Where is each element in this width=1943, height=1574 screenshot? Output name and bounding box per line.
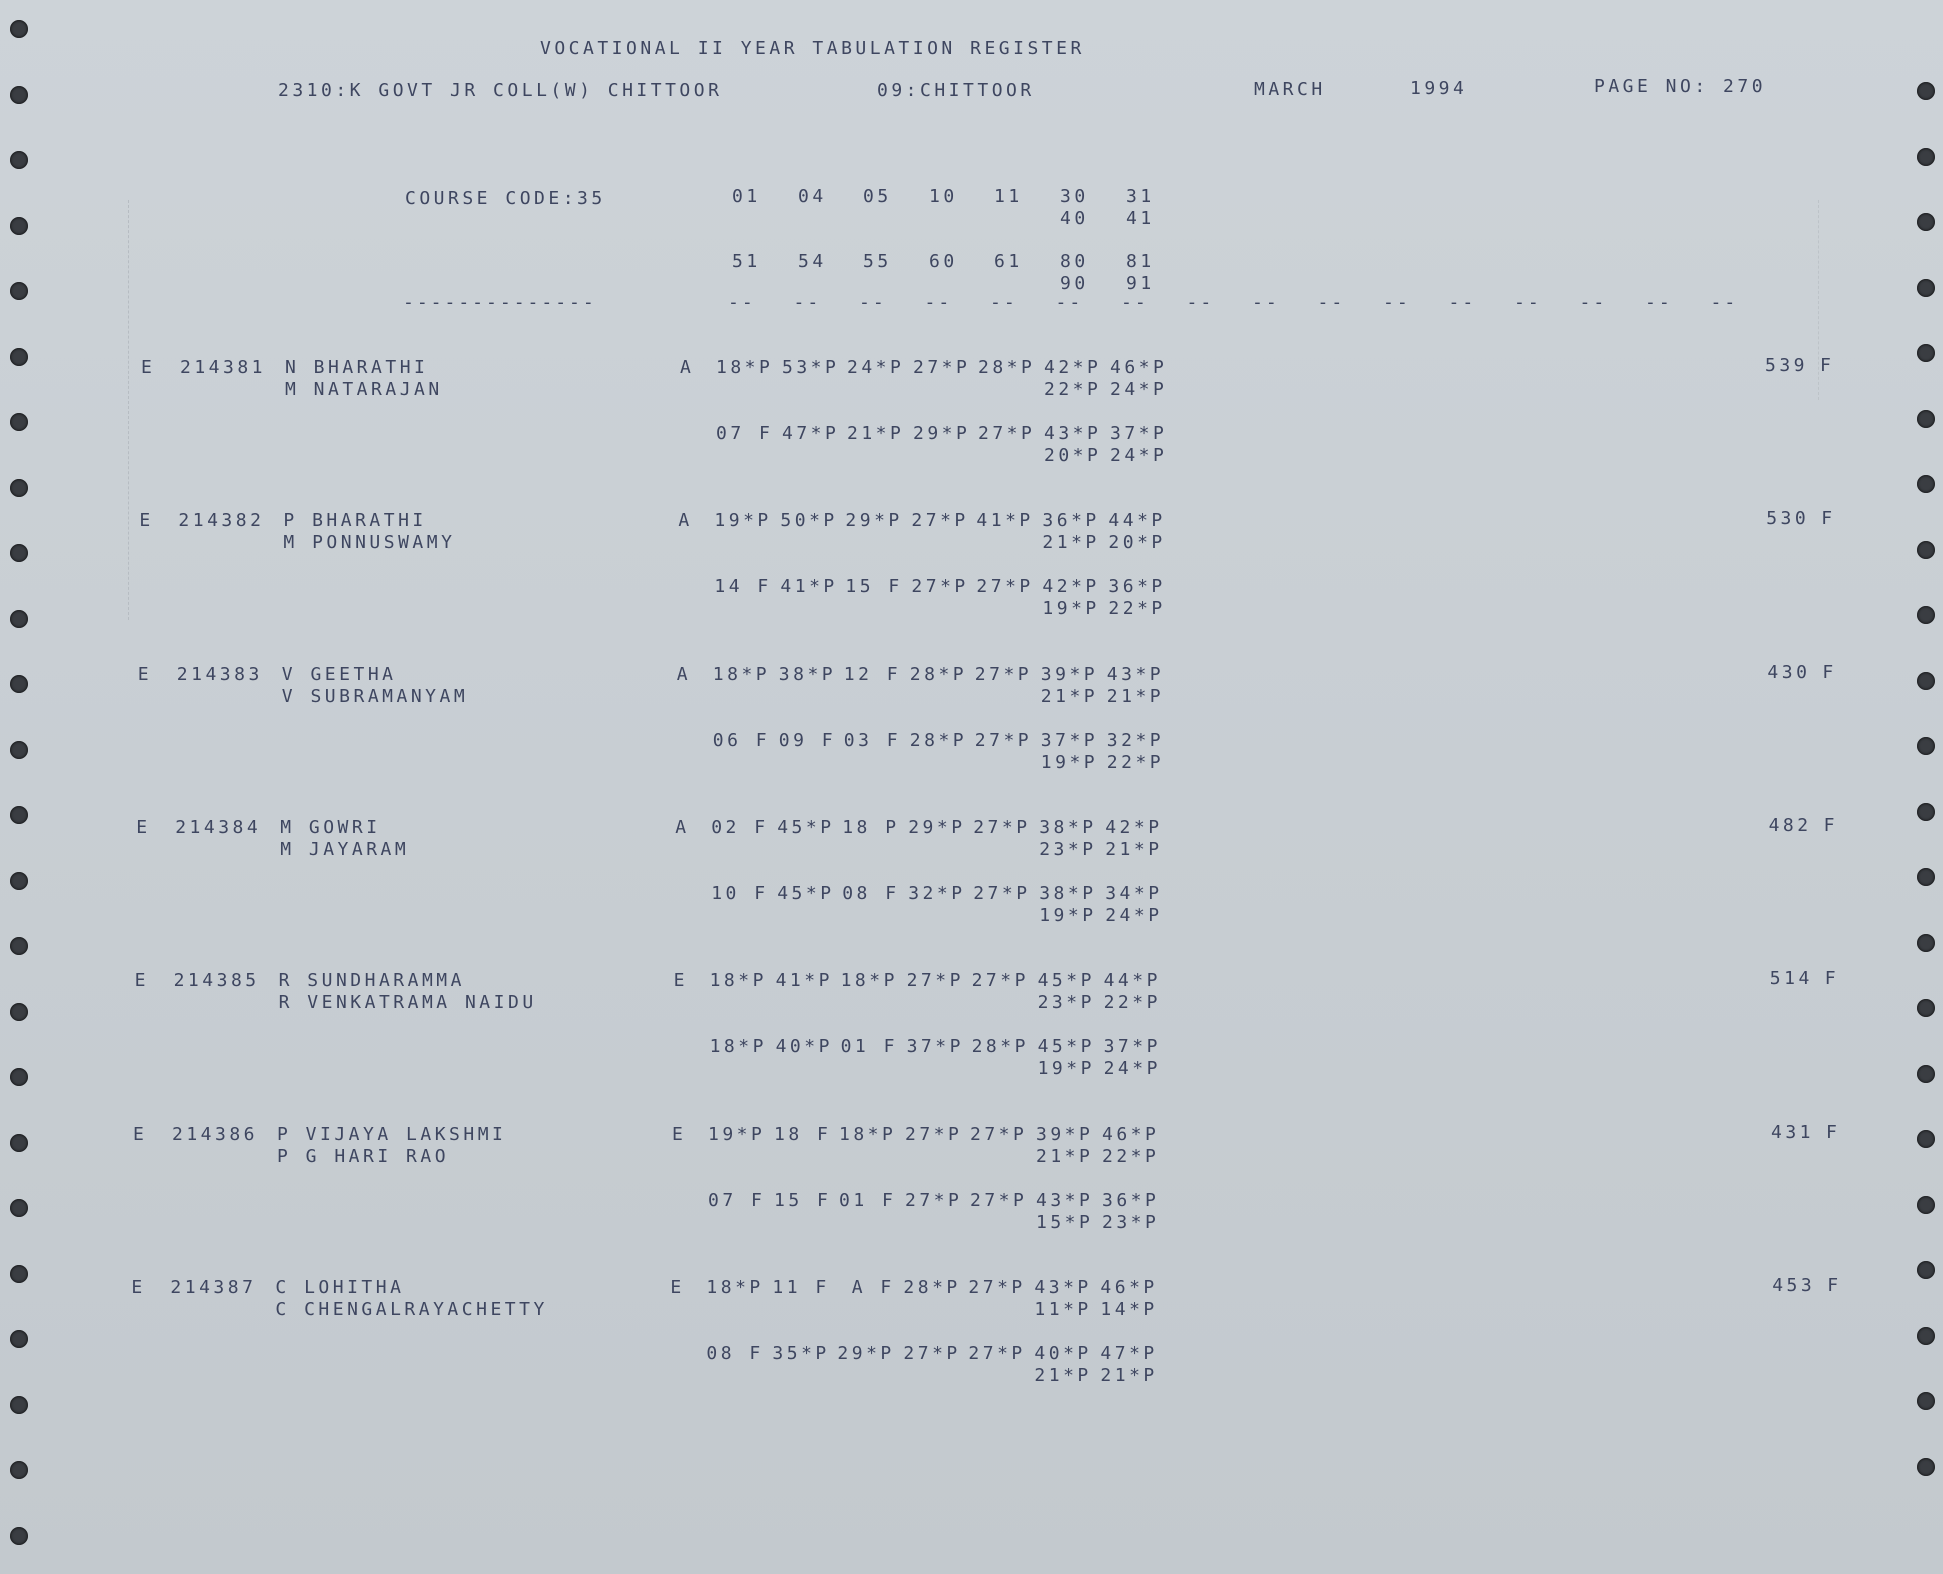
result: F bbox=[1821, 508, 1836, 530]
student-flag: E bbox=[137, 663, 153, 685]
medium: E bbox=[672, 1123, 687, 1145]
mark-cell: 08 F bbox=[706, 1342, 764, 1364]
mark-cell: 27*P bbox=[968, 1342, 1026, 1364]
feed-hole bbox=[1917, 672, 1935, 690]
mark-cell: 44*P bbox=[1108, 510, 1166, 532]
column-dash: -- bbox=[1186, 292, 1215, 313]
mark-cell: 19*P bbox=[708, 1123, 766, 1145]
mark-cell: 15 F bbox=[774, 1189, 832, 1211]
mark-cell: 45*P bbox=[1037, 1036, 1095, 1058]
student-flag: E bbox=[136, 816, 151, 838]
mark-cell: 27*P bbox=[906, 970, 964, 992]
feed-hole bbox=[1917, 1327, 1935, 1345]
medium: A bbox=[675, 816, 690, 838]
mark-cell: 27*P bbox=[971, 970, 1029, 992]
mark-cell: 24*P bbox=[1105, 904, 1163, 926]
subject-code: 01 bbox=[732, 186, 761, 207]
medium: E bbox=[670, 1276, 685, 1298]
feed-hole bbox=[1917, 1261, 1935, 1279]
feed-hole bbox=[10, 1199, 28, 1217]
mark-cell: 14 F bbox=[714, 576, 772, 598]
feed-hole bbox=[1917, 344, 1935, 362]
result: F bbox=[1827, 1274, 1842, 1296]
feed-hole bbox=[10, 151, 28, 169]
mark-cell: 28*P bbox=[909, 729, 968, 751]
mark-cell: 19*P bbox=[714, 510, 772, 532]
mark-cell: 37*P bbox=[1103, 1036, 1161, 1058]
subject-code: 61 bbox=[994, 251, 1023, 272]
mark-cell: A F bbox=[837, 1276, 895, 1298]
student-name: V GEETHA bbox=[281, 663, 397, 685]
mark-cell: 08 F bbox=[842, 882, 900, 904]
student-name: M GOWRI bbox=[280, 816, 381, 838]
column-dash: -- bbox=[728, 292, 756, 313]
feed-hole bbox=[10, 872, 28, 890]
parent-name: M NATARAJAN bbox=[285, 379, 443, 400]
mark-cell: 23*P bbox=[1037, 992, 1095, 1014]
mark-cell: 37*P bbox=[906, 1036, 964, 1058]
tractor-feed-holes-left bbox=[0, 0, 40, 1574]
parent-name: M JAYARAM bbox=[280, 838, 410, 860]
parent-name: R VENKATRAMA NAIDU bbox=[278, 992, 537, 1014]
mark-cell: 19*P bbox=[1039, 904, 1097, 926]
mark-cell: 20*P bbox=[1044, 445, 1102, 466]
roll-number: 214385 bbox=[173, 970, 260, 992]
left-margin-rule bbox=[128, 200, 130, 620]
mark-cell: 18*P bbox=[839, 1123, 897, 1145]
column-dash: -- bbox=[1448, 292, 1477, 313]
mark-cell: 10 F bbox=[711, 882, 769, 904]
subject-code: 81 bbox=[1126, 251, 1155, 272]
feed-hole bbox=[10, 675, 28, 693]
mark-cell: 45*P bbox=[777, 816, 835, 838]
student-name: C LOHITHA bbox=[275, 1276, 405, 1298]
mark-cell: 02 F bbox=[711, 816, 769, 838]
mark-cell: 45*P bbox=[1037, 970, 1095, 992]
mark-cell: 27*P bbox=[973, 882, 1031, 904]
mark-cell: 27*P bbox=[976, 576, 1034, 598]
subject-code: 31 bbox=[1126, 186, 1155, 207]
column-dash: -- bbox=[1055, 292, 1084, 313]
mark-cell: 11*P bbox=[1034, 1298, 1092, 1320]
mark-cell: 37*P bbox=[1040, 729, 1099, 751]
mark-cell: 18*P bbox=[712, 663, 771, 685]
feed-hole bbox=[1917, 475, 1935, 493]
mark-cell: 21*P bbox=[1100, 1364, 1158, 1386]
mark-cell: 01 F bbox=[839, 1189, 897, 1211]
mark-cell: 18*P bbox=[706, 1276, 764, 1298]
feed-hole bbox=[10, 20, 28, 38]
mark-cell: 24*P bbox=[1110, 445, 1168, 466]
mark-cell: 27*P bbox=[974, 729, 1033, 751]
parent-name: P G HARI RAO bbox=[277, 1145, 450, 1167]
subject-code: 40 bbox=[1060, 208, 1089, 229]
mark-cell: 35*P bbox=[772, 1342, 830, 1364]
mark-cell: 27*P bbox=[978, 423, 1036, 444]
roll-number: 214384 bbox=[175, 816, 262, 838]
feed-hole bbox=[1917, 1196, 1935, 1214]
result: F bbox=[1826, 1121, 1841, 1143]
feed-hole bbox=[10, 1134, 28, 1152]
mark-cell: 45*P bbox=[777, 882, 835, 904]
feed-hole bbox=[1917, 934, 1935, 952]
mark-cell: 11 F bbox=[772, 1276, 830, 1298]
mark-cell: 27*P bbox=[903, 1342, 961, 1364]
mark-cell: 23*P bbox=[1039, 838, 1097, 860]
course-underline: -------------- bbox=[403, 292, 597, 313]
feed-hole bbox=[10, 282, 28, 300]
student-flag: E bbox=[134, 970, 149, 992]
feed-hole bbox=[10, 1003, 28, 1021]
mark-cell: 40*P bbox=[1034, 1342, 1092, 1364]
mark-cell: 28*P bbox=[971, 1036, 1029, 1058]
mark-cell: 44*P bbox=[1103, 970, 1161, 992]
mark-cell: 15*P bbox=[1036, 1211, 1094, 1233]
total-marks: 514 bbox=[1769, 968, 1813, 990]
mark-cell: 38*P bbox=[778, 663, 837, 685]
feed-hole bbox=[1917, 737, 1935, 755]
mark-cell: 22*P bbox=[1106, 751, 1165, 773]
subject-code: 04 bbox=[798, 186, 827, 207]
column-dash: -- bbox=[1252, 292, 1280, 313]
feed-hole bbox=[1917, 1130, 1935, 1148]
student-name: R SUNDHARAMMA bbox=[278, 970, 465, 992]
mark-cell: 42*P bbox=[1105, 816, 1163, 838]
feed-hole bbox=[1917, 541, 1935, 559]
mark-cell: 19*P bbox=[1037, 1058, 1095, 1080]
subject-code: 11 bbox=[994, 186, 1023, 207]
feed-hole bbox=[1917, 213, 1935, 231]
mark-cell: 21*P bbox=[1036, 1145, 1094, 1167]
feed-hole bbox=[10, 610, 28, 628]
mark-cell: 27*P bbox=[970, 1189, 1028, 1211]
total-marks: 482 bbox=[1768, 814, 1812, 836]
district-name: 09:CHITTOOR bbox=[877, 80, 1035, 101]
mark-cell: 09 F bbox=[778, 729, 837, 751]
feed-hole bbox=[10, 741, 28, 759]
feed-hole bbox=[1917, 82, 1935, 100]
student-name: P BHARATHI bbox=[283, 510, 427, 532]
feed-hole bbox=[1917, 1458, 1935, 1476]
feed-hole bbox=[10, 1461, 28, 1479]
exam-month: MARCH bbox=[1254, 79, 1326, 100]
mark-cell: 29*P bbox=[837, 1342, 895, 1364]
feed-hole bbox=[1917, 279, 1935, 297]
feed-hole bbox=[1917, 606, 1935, 624]
mark-cell: 27*P bbox=[973, 816, 1031, 838]
student-name: N BHARATHI bbox=[285, 357, 429, 378]
mark-cell: 27*P bbox=[970, 1123, 1028, 1145]
student-flag: E bbox=[133, 1123, 148, 1145]
mark-cell: 21*P bbox=[1042, 532, 1100, 554]
mark-cell: 34*P bbox=[1105, 882, 1163, 904]
mark-cell: 07 F bbox=[716, 423, 774, 444]
feed-hole bbox=[10, 806, 28, 824]
parent-name: C CHENGALRAYACHETTY bbox=[275, 1298, 548, 1320]
mark-cell: 46*P bbox=[1110, 357, 1168, 378]
course-code-label: COURSE CODE:35 bbox=[405, 188, 606, 209]
total-marks: 539 bbox=[1765, 355, 1809, 376]
feed-hole bbox=[10, 1330, 28, 1348]
feed-hole bbox=[10, 1068, 28, 1086]
mark-cell: 46*P bbox=[1100, 1276, 1158, 1298]
column-dash: -- bbox=[1579, 292, 1608, 313]
column-dash: -- bbox=[859, 292, 887, 313]
feed-hole bbox=[1917, 803, 1935, 821]
mark-cell: 23*P bbox=[1102, 1211, 1160, 1233]
parent-name: V SUBRAMANYAM bbox=[281, 685, 469, 707]
mark-cell: 24*P bbox=[1110, 379, 1168, 400]
feed-hole bbox=[10, 544, 28, 562]
mark-cell: 22*P bbox=[1102, 1145, 1160, 1167]
total-marks: 453 bbox=[1772, 1274, 1816, 1296]
mark-cell: 36*P bbox=[1108, 576, 1166, 598]
mark-cell: 36*P bbox=[1102, 1189, 1160, 1211]
student-name: P VIJAYA LAKSHMI bbox=[277, 1123, 507, 1145]
column-dash: -- bbox=[1645, 292, 1673, 313]
mark-cell: 38*P bbox=[1039, 816, 1097, 838]
mark-cell: 01 F bbox=[840, 1036, 898, 1058]
subject-code: 10 bbox=[929, 186, 958, 207]
mark-cell: 18*P bbox=[709, 1036, 767, 1058]
result: F bbox=[1822, 661, 1837, 683]
feed-hole bbox=[10, 1265, 28, 1283]
mark-cell: 07 F bbox=[708, 1189, 766, 1211]
exam-year: 1994 bbox=[1410, 78, 1468, 99]
medium: A bbox=[676, 663, 692, 685]
feed-hole bbox=[10, 479, 28, 497]
roll-number: 214381 bbox=[180, 357, 267, 378]
mark-cell: 46*P bbox=[1102, 1123, 1160, 1145]
feed-hole bbox=[10, 217, 28, 235]
mark-cell: 27*P bbox=[974, 663, 1033, 685]
mark-cell: 21*P bbox=[1040, 685, 1099, 707]
feed-hole bbox=[10, 413, 28, 431]
parent-name: M PONNUSWAMY bbox=[283, 532, 456, 554]
mark-cell: 06 F bbox=[712, 729, 771, 751]
mark-cell: 28*P bbox=[909, 663, 968, 685]
feed-hole bbox=[1917, 410, 1935, 428]
mark-cell: 18*P bbox=[709, 970, 767, 992]
feed-hole bbox=[10, 348, 28, 366]
mark-cell: 18*P bbox=[840, 970, 898, 992]
mark-cell: 40*P bbox=[775, 1036, 833, 1058]
mark-cell: 27*P bbox=[913, 357, 971, 378]
mark-cell: 47*P bbox=[1100, 1342, 1158, 1364]
mark-cell: 32*P bbox=[1106, 729, 1165, 751]
feed-hole bbox=[1917, 999, 1935, 1017]
student-flag: E bbox=[131, 1276, 146, 1298]
mark-cell: 21*P bbox=[1105, 838, 1163, 860]
mark-cell: 24*P bbox=[1103, 1058, 1161, 1080]
feed-hole bbox=[10, 937, 28, 955]
mark-cell: 22*P bbox=[1044, 379, 1102, 400]
tractor-feed-holes-right bbox=[1903, 0, 1943, 1574]
mark-cell: 27*P bbox=[911, 576, 969, 598]
mark-cell: 27*P bbox=[911, 510, 969, 532]
mark-cell: 18*P bbox=[716, 357, 774, 378]
mark-cell: 29*P bbox=[845, 510, 903, 532]
mark-cell: 50*P bbox=[780, 510, 838, 532]
mark-cell: 19*P bbox=[1042, 598, 1100, 620]
mark-cell: 43*P bbox=[1034, 1276, 1092, 1298]
feed-hole bbox=[1917, 868, 1935, 886]
subject-code: 80 bbox=[1060, 251, 1089, 272]
mark-cell: 39*P bbox=[1040, 663, 1099, 685]
page-number: PAGE NO: 270 bbox=[1594, 76, 1767, 97]
result: F bbox=[1820, 355, 1835, 376]
mark-cell: 43*P bbox=[1036, 1189, 1094, 1211]
mark-cell: 21*P bbox=[1034, 1364, 1092, 1386]
mark-cell: 21*P bbox=[1106, 685, 1165, 707]
roll-number: 214387 bbox=[170, 1276, 257, 1298]
feed-hole bbox=[1917, 148, 1935, 166]
subject-code: 05 bbox=[863, 186, 892, 207]
mark-cell: 42*P bbox=[1044, 357, 1102, 378]
subject-code: 55 bbox=[863, 251, 892, 272]
mark-cell: 32*P bbox=[908, 882, 966, 904]
mark-cell: 22*P bbox=[1108, 598, 1166, 620]
mark-cell: 18 P bbox=[842, 816, 900, 838]
mark-cell: 12 F bbox=[843, 663, 902, 685]
column-dash: -- bbox=[990, 292, 1018, 313]
total-marks: 430 bbox=[1767, 661, 1811, 683]
mark-cell: 41*P bbox=[976, 510, 1034, 532]
mark-cell: 15 F bbox=[845, 576, 903, 598]
mark-cell: 41*P bbox=[780, 576, 838, 598]
mark-cell: 03 F bbox=[843, 729, 902, 751]
total-marks: 431 bbox=[1771, 1121, 1815, 1143]
mark-cell: 43*P bbox=[1044, 423, 1102, 444]
column-dash: -- bbox=[1317, 292, 1346, 313]
column-dash: -- bbox=[1514, 292, 1542, 313]
mark-cell: 21*P bbox=[847, 423, 905, 444]
mark-cell: 36*P bbox=[1042, 510, 1100, 532]
mark-cell: 28*P bbox=[903, 1276, 961, 1298]
feed-hole bbox=[1917, 1392, 1935, 1410]
mark-cell: 24*P bbox=[847, 357, 905, 378]
mark-cell: 41*P bbox=[775, 970, 833, 992]
mark-cell: 27*P bbox=[905, 1189, 963, 1211]
mark-cell: 38*P bbox=[1039, 882, 1097, 904]
subject-code: 91 bbox=[1126, 273, 1155, 294]
column-dash: -- bbox=[1383, 292, 1411, 313]
subject-code: 60 bbox=[929, 251, 958, 272]
medium: E bbox=[673, 970, 688, 992]
feed-hole bbox=[10, 86, 28, 104]
feed-hole bbox=[1917, 1065, 1935, 1083]
subject-code: 90 bbox=[1060, 273, 1089, 294]
mark-cell: 14*P bbox=[1100, 1298, 1158, 1320]
mark-cell: 53*P bbox=[782, 357, 840, 378]
result: F bbox=[1824, 968, 1840, 990]
register-title: VOCATIONAL II YEAR TABULATION REGISTER bbox=[540, 38, 1085, 59]
subject-code: 41 bbox=[1126, 208, 1155, 229]
subject-code: 51 bbox=[732, 251, 761, 272]
feed-hole bbox=[10, 1396, 28, 1414]
mark-cell: 28*P bbox=[978, 357, 1036, 378]
mark-cell: 42*P bbox=[1042, 576, 1100, 598]
mark-cell: 22*P bbox=[1103, 992, 1161, 1014]
subject-code: 54 bbox=[798, 251, 827, 272]
medium: A bbox=[678, 510, 693, 532]
mark-cell: 27*P bbox=[968, 1276, 1026, 1298]
column-dash: -- bbox=[1121, 292, 1149, 313]
roll-number: 214383 bbox=[176, 663, 263, 685]
subject-code: 30 bbox=[1060, 186, 1089, 207]
mark-cell: 39*P bbox=[1036, 1123, 1094, 1145]
student-flag: E bbox=[139, 510, 154, 532]
mark-cell: 47*P bbox=[782, 423, 840, 444]
college-name: 2310:K GOVT JR COLL(W) CHITTOOR bbox=[278, 80, 723, 101]
mark-cell: 18 F bbox=[774, 1123, 832, 1145]
mark-cell: 27*P bbox=[905, 1123, 963, 1145]
feed-hole bbox=[10, 1527, 28, 1545]
roll-number: 214382 bbox=[178, 510, 265, 532]
roll-number: 214386 bbox=[172, 1123, 259, 1145]
result: F bbox=[1823, 814, 1838, 836]
column-dash: -- bbox=[924, 292, 953, 313]
mark-cell: 37*P bbox=[1110, 423, 1168, 444]
medium: A bbox=[680, 357, 695, 378]
total-marks: 530 bbox=[1766, 508, 1810, 530]
column-dash: -- bbox=[793, 292, 822, 313]
mark-cell: 43*P bbox=[1106, 663, 1165, 685]
mark-cell: 20*P bbox=[1108, 532, 1166, 554]
student-flag: E bbox=[141, 357, 156, 378]
mark-cell: 29*P bbox=[913, 423, 971, 444]
column-dash: -- bbox=[1710, 292, 1739, 313]
mark-cell: 29*P bbox=[908, 816, 966, 838]
mark-cell: 19*P bbox=[1040, 751, 1099, 773]
